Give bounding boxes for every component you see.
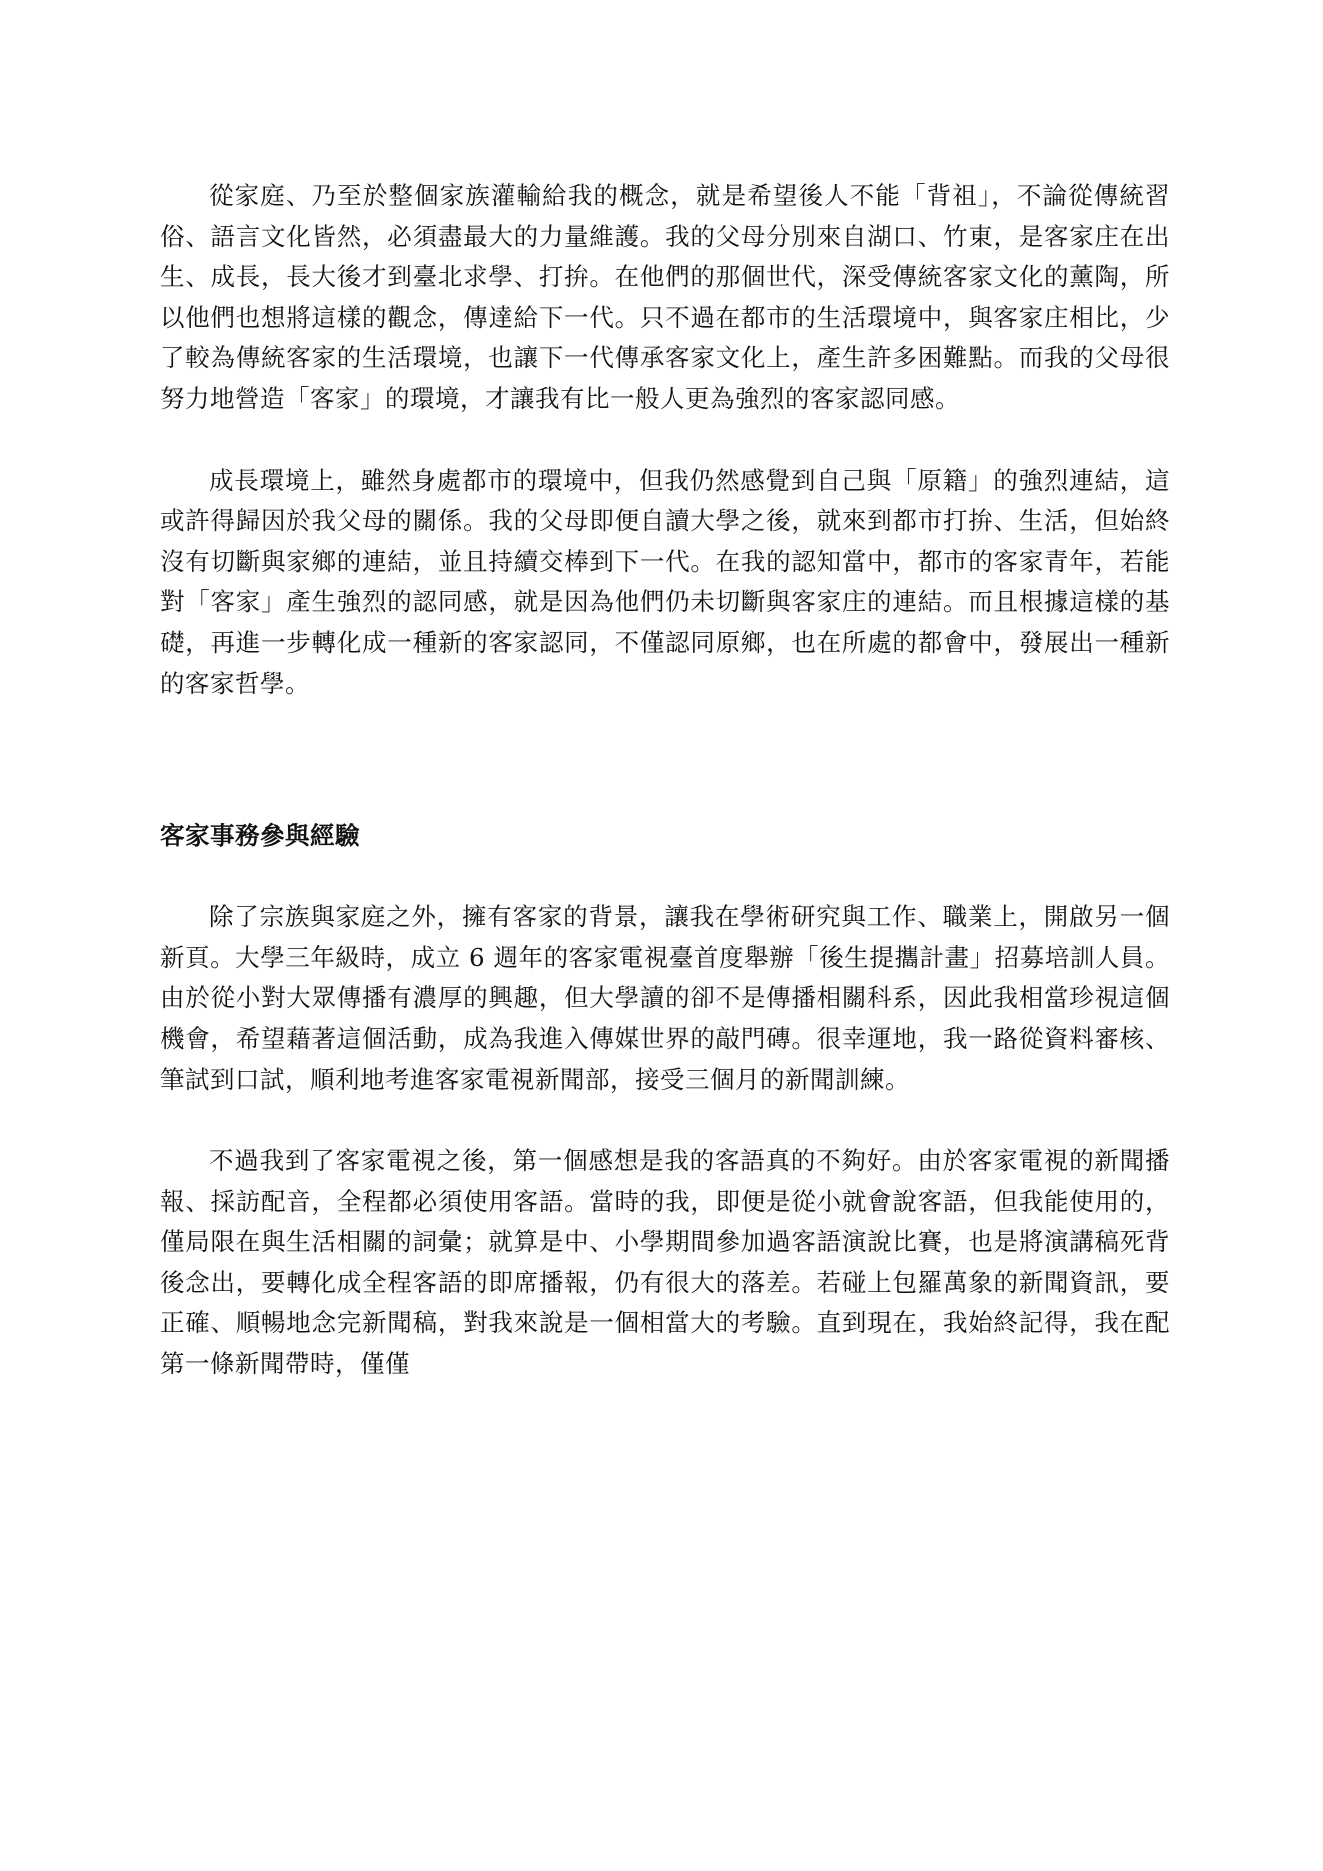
document-page xyxy=(160,176,1170,1385)
body-paragraph: 不過我到了客家電視之後，第一個感想是我的客語真的不夠好。由於客家電視的新聞播報、採訪配音，全程都必須使用客語。當時的我，即便是從小就會說客語，但我能使用的，僅局限在與生活相關的詞彙；就算是中、小學期間參加過客語演說比賽，也是將演講稿死背後念出，要轉化成全程客語的即席播報，仍有很大的落差。若碰上包羅萬象的新聞資訊，要正確、順暢地念完新聞稿，對我來說是一個相當大的考驗。直到現在，我始終記得，我在配第一條新聞帶時，僅僅 xyxy=(160,1146,1170,1379)
body-paragraph: 從家庭、乃至於整個家族灌輸給我的概念，就是希望後人不能「背祖」，不論從傳統習俗、語言文化皆然，必須盡最大的力量維護。我的父母分別來自湖口、竹東，是客家庄在出生、成長，長大後才到臺北求學、打拚。在他們的那個世代，深受傳統客家文化的薰陶，所以他們也想將這樣的觀念，傳達給下一代。只不過在都市的生活環境中，與客家庄相比，少了較為傳統客家的生活環境，也讓下一代傳承客家文化上，產生許多困難點。而我的父母很努力地營造「客家」的環境，才讓我有比一般人更為強烈的客家認同感。 xyxy=(160,181,1170,413)
body-paragraph: 除了宗族與家庭之外，擁有客家的背景，讓我在學術研究與工作、職業上，開啟另一個新頁。大學三年級時，成立 6 週年的客家電視臺首度舉辦「後生提攜計畫」招募培訓人員。由於從小對大眾傳播有濃厚的興趣，但大學讀的卻不是傳播相關科系，因此我相當珍視這個機會，希望藉著這個活動，成為我進入傳媒世界的敲門磚。很幸運地，我一路從資料審核、筆試到口試，順利地考進客家電視新聞部，接受三個月的新聞訓練。 xyxy=(160,902,1170,1094)
section-heading: 客家事務參與經驗 xyxy=(160,821,360,851)
body-paragraph: 成長環境上，雖然身處都市的環境中，但我仍然感覺到自己與「原籍」的強烈連結，這或許得歸因於我父母的關係。我的父母即便自讀大學之後，就來到都市打拚、生活，但始終沒有切斷與家鄉的連結，並且持續交棒到下一代。在我的認知當中，都市的客家青年，若能對「客家」產生強烈的認同感，就是因為他們仍未切斷與客家庄的連結。而且根據這樣的基礎，再進一步轉化成一種新的客家認同，不僅認同原鄉，也在所處的都會中，發展出一種新的客家哲學。 xyxy=(160,465,1170,698)
